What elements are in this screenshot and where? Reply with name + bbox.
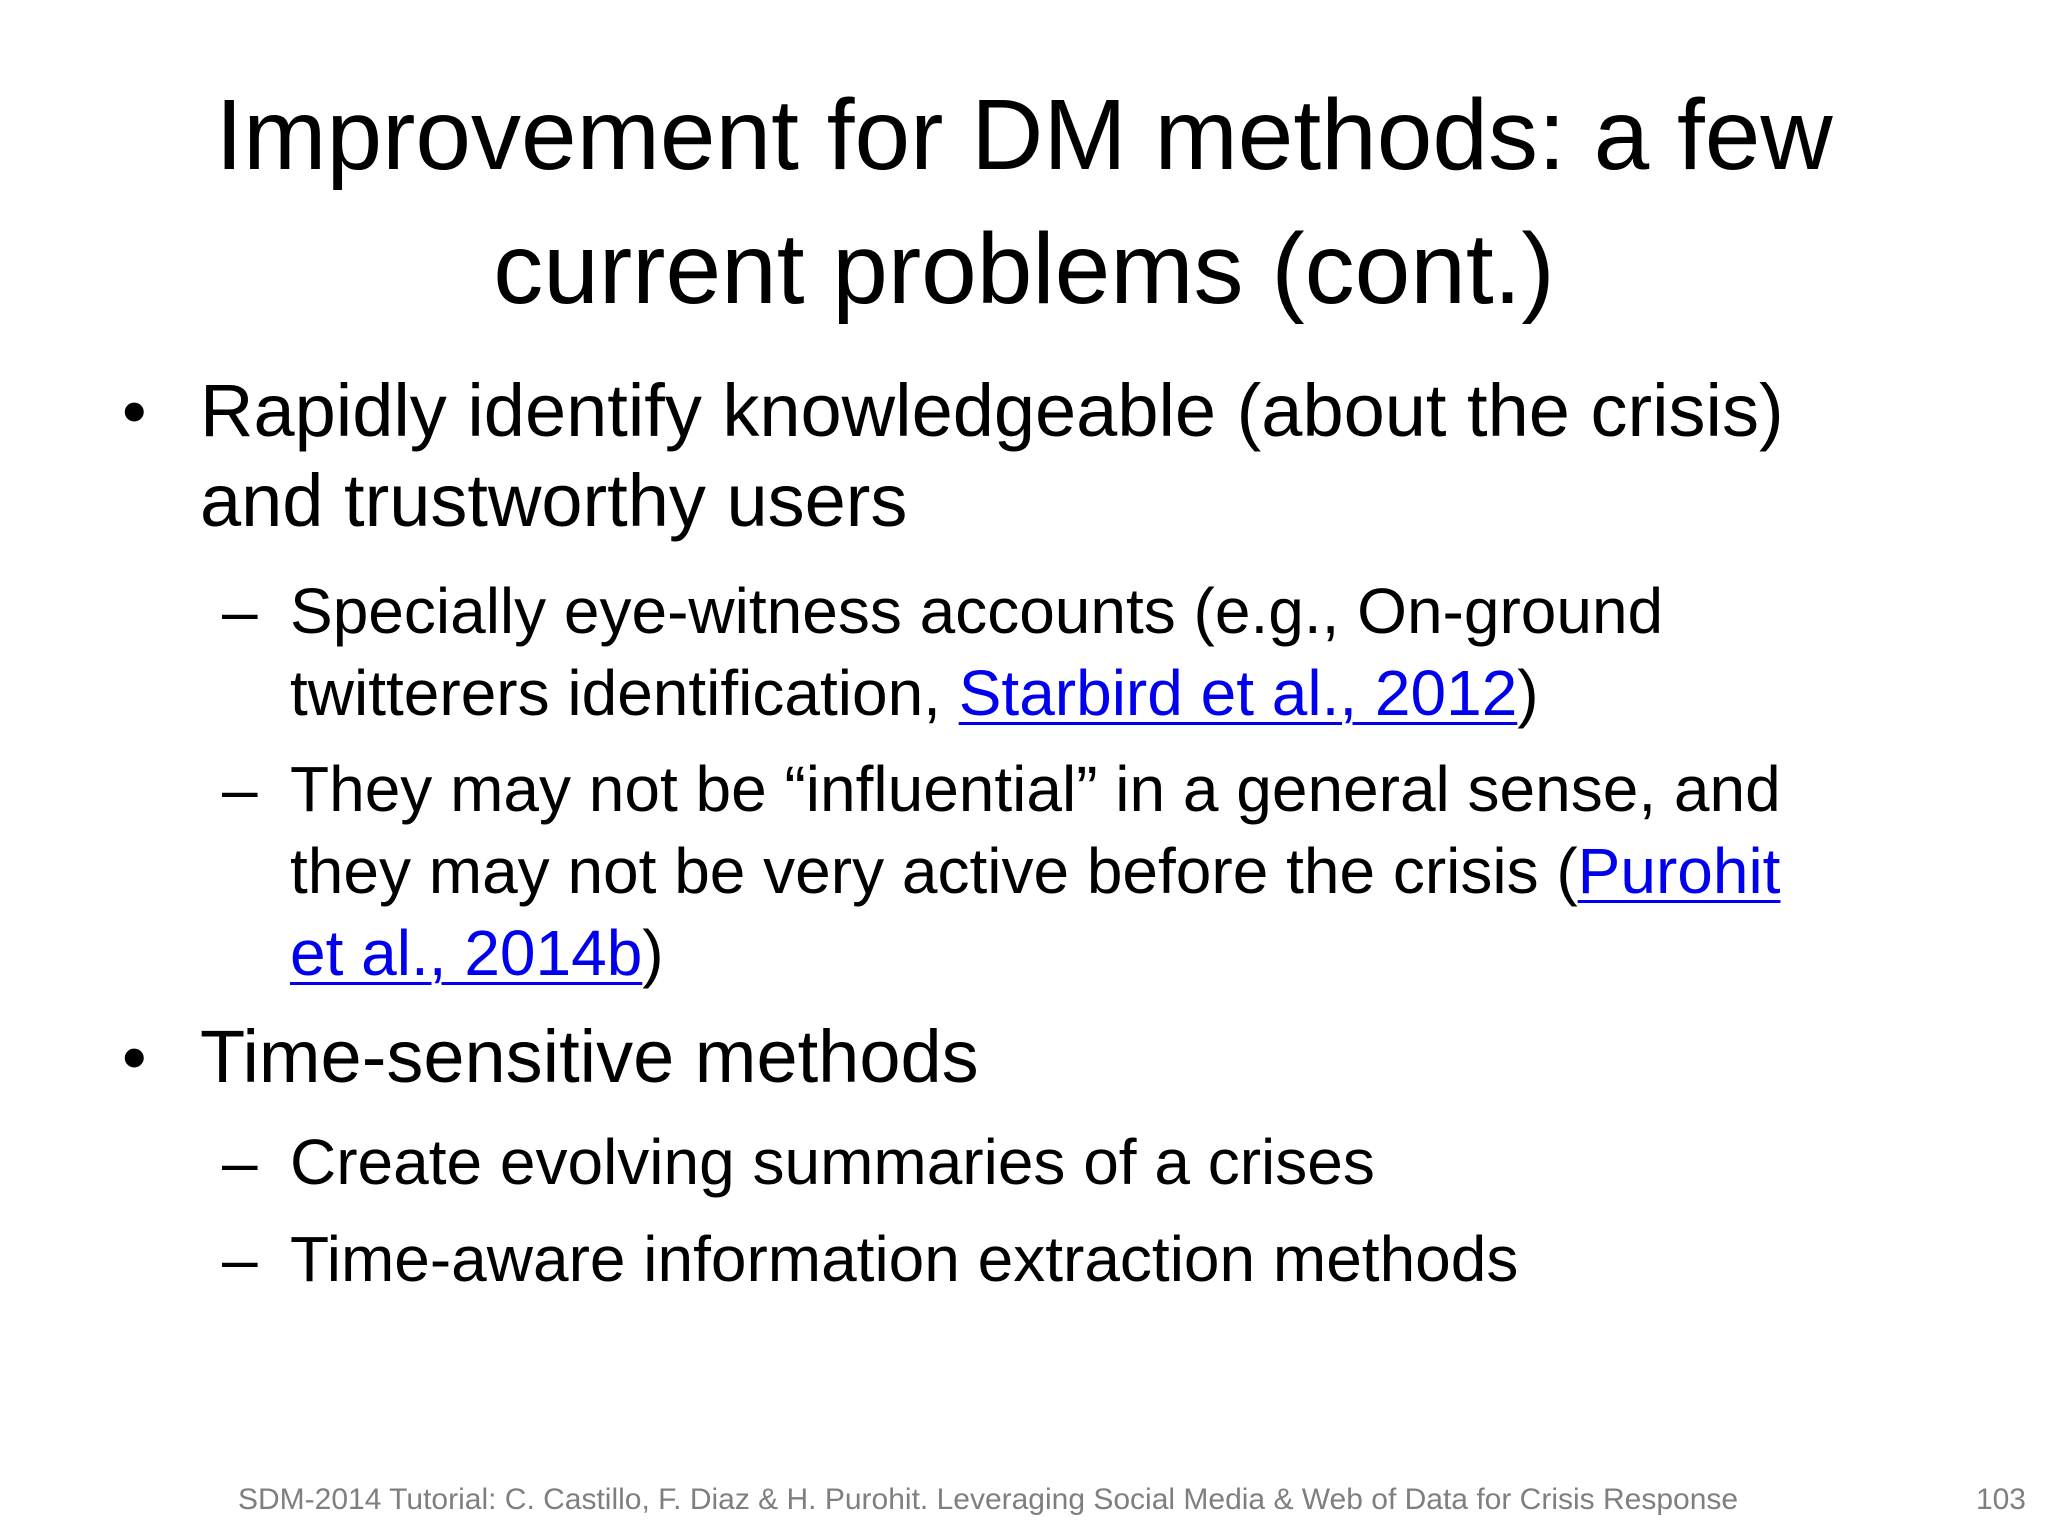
sub-bullet-marker: – [222, 1223, 258, 1295]
purohit-reference-link-part-1[interactable]: Purohit [1577, 835, 1781, 907]
purohit-reference-link-part-2[interactable]: et al., 2014b [290, 917, 643, 989]
page-number: 103 [1975, 1483, 2026, 1516]
sub-bullet-evolving-summaries [222, 1121, 1930, 1203]
sub-bullet-influential [222, 748, 1930, 994]
sub-bullet-text-line-1: Create evolving summaries of a crises [290, 1126, 1375, 1198]
sub-bullet-text-line-1: Specially eye-witness accounts (e.g., On-ground [290, 575, 1664, 647]
bullet-text-line-2: and trustworthy users [200, 459, 908, 542]
sub-bullet-text: ) [1517, 657, 1539, 729]
sub-bullet-marker: – [222, 575, 258, 647]
bullet-item-time-sensitive [122, 1012, 1920, 1102]
slide-title-line-2: current problems (cont.) [493, 213, 1555, 325]
slide-title [120, 68, 1928, 336]
sub-bullet-text-line-1: They may not be “influential” in a general sense, and [290, 753, 1781, 825]
bullet-marker: • [122, 372, 147, 450]
sub-bullet-text-line-3 [290, 912, 1930, 994]
bullet-text-line-1: Time-sensitive methods [200, 1015, 979, 1098]
sub-bullet-text: twitterers identification, [290, 657, 959, 729]
sub-bullet-time-aware [222, 1218, 1930, 1300]
slide-title-line-1: Improvement for DM methods: a few [215, 79, 1833, 191]
slide-footer: SDM-2014 Tutorial: C. Castillo, F. Diaz & H. Purohit. Leveraging Social Media & Web of Data for Crisis Response [238, 1483, 1739, 1516]
sub-bullet-text: ) [642, 917, 664, 989]
starbird-reference-link[interactable]: Starbird et al., 2012 [958, 657, 1518, 729]
sub-bullet-text-line-2 [290, 830, 1930, 912]
bullet-marker: • [122, 1018, 147, 1096]
bullet-item-rapidly-identify [122, 366, 1920, 546]
sub-bullet-eye-witness [222, 570, 1930, 734]
sub-bullet-marker: – [222, 1126, 258, 1198]
sub-bullet-text-line-1: Time-aware information extraction methods [290, 1223, 1519, 1295]
sub-bullet-text-line-2 [290, 652, 1930, 734]
sub-bullet-marker: – [222, 753, 258, 825]
bullet-text-line-1: Rapidly identify knowledgeable (about the crisis) [200, 369, 1784, 452]
sub-bullet-text: they may not be very active before the crisis ( [290, 835, 1578, 907]
